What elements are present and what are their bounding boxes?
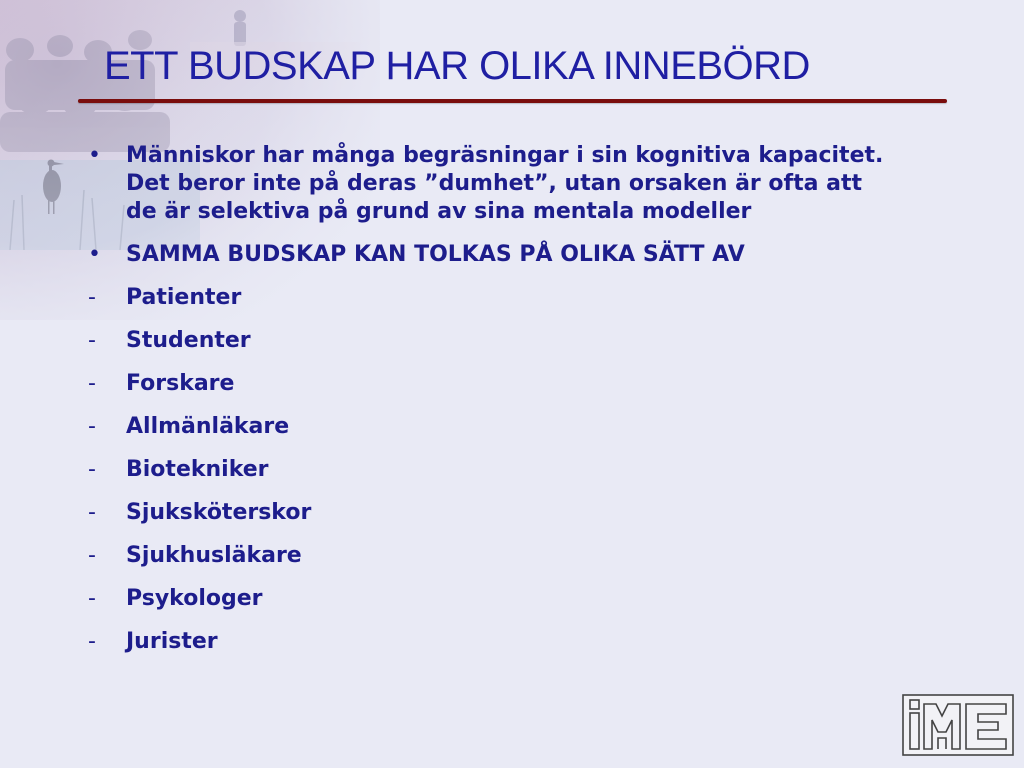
dash-marker: - xyxy=(88,543,96,568)
list-item xyxy=(86,413,886,456)
bullet-item xyxy=(86,142,886,226)
dash-marker: - xyxy=(88,285,96,310)
list-item xyxy=(86,456,886,499)
list-item xyxy=(86,499,886,542)
dash-marker: - xyxy=(88,414,96,439)
dash-marker: - xyxy=(88,457,96,482)
dash-marker: - xyxy=(88,629,96,654)
list-item-text: Biotekniker xyxy=(126,457,269,482)
ime-logo xyxy=(902,694,1014,756)
slide-title: ETT BUDSKAP HAR OLIKA INNEBÖRD xyxy=(104,44,810,88)
list-item xyxy=(86,284,886,327)
list-item-text: Jurister xyxy=(126,629,218,654)
dash-marker: - xyxy=(88,328,96,353)
list-item xyxy=(86,370,886,413)
title-underline xyxy=(78,99,947,103)
list-item-text: Studenter xyxy=(126,328,251,353)
bullet-marker: • xyxy=(88,242,101,267)
list-item xyxy=(86,327,886,370)
list-item-text: Sjuksköterskor xyxy=(126,500,312,525)
list-item-text: Psykologer xyxy=(126,586,263,611)
bullet-text: Människor har många begräsningar i sin kognitiva kapacitet. Det beror inte på deras ”dumhet”, utan orsaken är ofta att de är selektiva på grund av sina mentala modeller xyxy=(126,143,884,224)
dash-marker: - xyxy=(88,371,96,396)
bullet-text: SAMMA BUDSKAP KAN TOLKAS PÅ OLIKA SÄTT AV xyxy=(126,242,745,267)
list-item-text: Sjukhusläkare xyxy=(126,543,302,568)
bullet-item xyxy=(86,241,886,269)
dash-marker: - xyxy=(88,500,96,525)
list-item xyxy=(86,628,886,671)
dash-marker: - xyxy=(88,586,96,611)
list-item xyxy=(86,585,886,628)
slide-body xyxy=(86,142,886,671)
list-item-text: Allmänläkare xyxy=(126,414,290,439)
list-item-text: Patienter xyxy=(126,285,242,310)
bullet-marker: • xyxy=(88,143,101,168)
list-item xyxy=(86,542,886,585)
list-item-text: Forskare xyxy=(126,371,235,396)
